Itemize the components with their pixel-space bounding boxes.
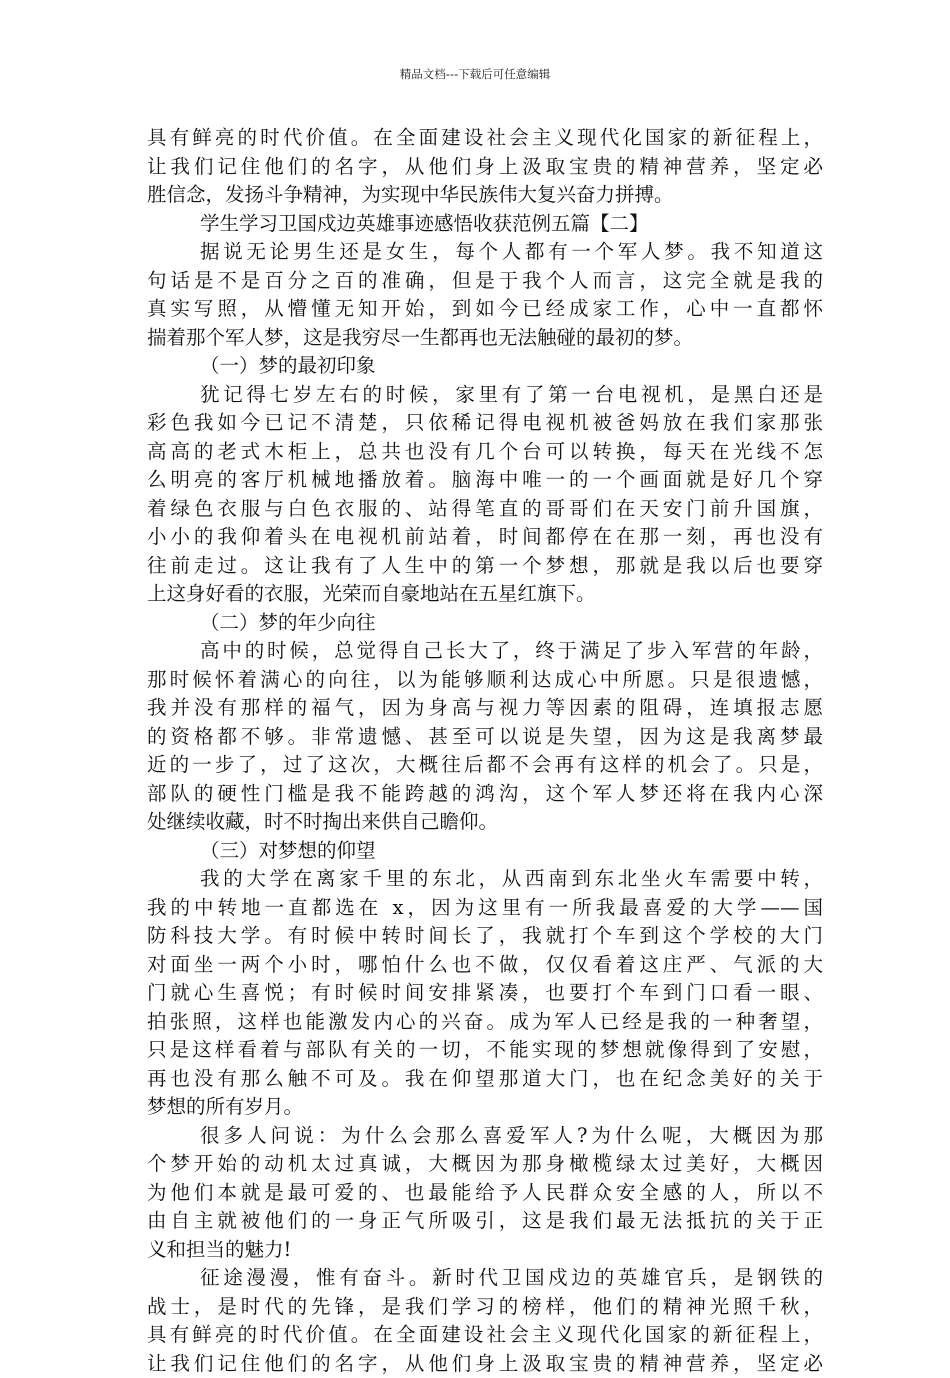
text-line: 我的中转地一直都选在 x，因为这里有一所我最喜爱的大学——国 [147, 894, 823, 923]
text-line: 再也没有那么触不可及。我在仰望那道大门，也在纪念美好的关于 [147, 1065, 823, 1094]
text-line: 近的一步了，过了这次，大概往后都不会再有这样的机会了。只是， [147, 751, 823, 780]
text-line: 小小的我仰着头在电视机前站着，时间都停在在那一刻，再也没有 [147, 523, 823, 552]
text-line: 胜信念，发扬斗争精神，为实现中华民族伟大复兴奋力拼搏。 [147, 181, 823, 210]
text-line: 很多人问说：为什么会那么喜爱军人?为什么呢，大概因为那 [147, 1122, 823, 1151]
text-line: 学生学习卫国戍边英雄事迹感悟收获范例五篇【二】 [147, 210, 823, 239]
text-line: 高高的老式木柜上，总共也没有几个台可以转换，每天在光线不怎 [147, 438, 823, 467]
text-line: 由自主就被他们的一身正气所吸引，这是我们最无法抵抗的关于正 [147, 1207, 823, 1236]
text-line: 的资格都不够。非常遗憾、甚至可以说是失望，因为这是我离梦最 [147, 723, 823, 752]
text-line: 部队的硬性门槛是我不能跨越的鸿沟，这个军人梦还将在我内心深 [147, 780, 823, 809]
text-line: 门就心生喜悦；有时候时间安排紧凑，也要打个车到门口看一眼、 [147, 979, 823, 1008]
page-header: 精品文档---下载后可任意编辑 [0, 66, 950, 82]
text-line: （二）梦的年少向往 [147, 609, 823, 638]
text-line: 为他们本就是最可爱的、也最能给予人民群众安全感的人，所以不 [147, 1179, 823, 1208]
text-line: 对面坐一两个小时，哪怕什么也不做，仅仅看着这庄严、气派的大 [147, 951, 823, 980]
text-line: 句话是不是百分之百的准确，但是于我个人而言，这完全就是我的 [147, 267, 823, 296]
text-line: 我的大学在离家千里的东北，从西南到东北坐火车需要中转， [147, 865, 823, 894]
text-line: 那时候怀着满心的向往，以为能够顺利达成心中所愿。只是很遗憾， [147, 666, 823, 695]
text-line: 具有鲜亮的时代价值。在全面建设社会主义现代化国家的新征程上， [147, 1321, 823, 1350]
text-line: 彩色我如今已记不清楚，只依稀记得电视机被爸妈放在我们家那张 [147, 409, 823, 438]
text-line: 上这身好看的衣服，光荣而自豪地站在五星红旗下。 [147, 580, 823, 609]
text-line: 让我们记住他们的名字，从他们身上汲取宝贵的精神营养，坚定必 [147, 1350, 823, 1378]
text-line: 个梦开始的动机太过真诚，大概因为那身橄榄绿太过美好，大概因 [147, 1150, 823, 1179]
text-line: 战士，是时代的先锋，是我们学习的榜样，他们的精神光照千秋， [147, 1293, 823, 1322]
text-line: 征途漫漫，惟有奋斗。新时代卫国戍边的英雄官兵，是钢铁的 [147, 1264, 823, 1293]
document-body [147, 124, 823, 1378]
text-line: 么明亮的客厅机械地播放着。脑海中唯一的一个画面就是好几个穿 [147, 466, 823, 495]
text-line: 犹记得七岁左右的时候，家里有了第一台电视机，是黑白还是 [147, 381, 823, 410]
text-line: 具有鲜亮的时代价值。在全面建设社会主义现代化国家的新征程上， [147, 124, 823, 153]
text-line: （三）对梦想的仰望 [147, 837, 823, 866]
text-line: 让我们记住他们的名字，从他们身上汲取宝贵的精神营养，坚定必 [147, 153, 823, 182]
text-line: 揣着那个军人梦，这是我穷尽一生都再也无法触碰的最初的梦。 [147, 324, 823, 353]
text-line: 往前走过。这让我有了人生中的第一个梦想，那就是我以后也要穿 [147, 552, 823, 581]
text-line: 处继续收藏，时不时掏出来供自己瞻仰。 [147, 808, 823, 837]
text-line: （一）梦的最初印象 [147, 352, 823, 381]
text-line: 高中的时候，总觉得自己长大了，终于满足了步入军营的年龄， [147, 637, 823, 666]
text-line: 我并没有那样的福气，因为身高与视力等因素的阻碍，连填报志愿 [147, 694, 823, 723]
text-line: 只是这样看着与部队有关的一切，不能实现的梦想就像得到了安慰， [147, 1036, 823, 1065]
text-line: 真实写照，从懵懂无知开始，到如今已经成家工作，心中一直都怀 [147, 295, 823, 324]
text-line: 梦想的所有岁月。 [147, 1093, 823, 1122]
text-line: 着绿色衣服与白色衣服的、站得笔直的哥哥们在天安门前升国旗， [147, 495, 823, 524]
text-line: 拍张照，这样也能激发内心的兴奋。成为军人已经是我的一种奢望， [147, 1008, 823, 1037]
text-line: 据说无论男生还是女生，每个人都有一个军人梦。我不知道这 [147, 238, 823, 267]
text-line: 义和担当的魅力! [147, 1236, 823, 1265]
text-line: 防科技大学。有时候中转时间长了，我就打个车到这个学校的大门 [147, 922, 823, 951]
